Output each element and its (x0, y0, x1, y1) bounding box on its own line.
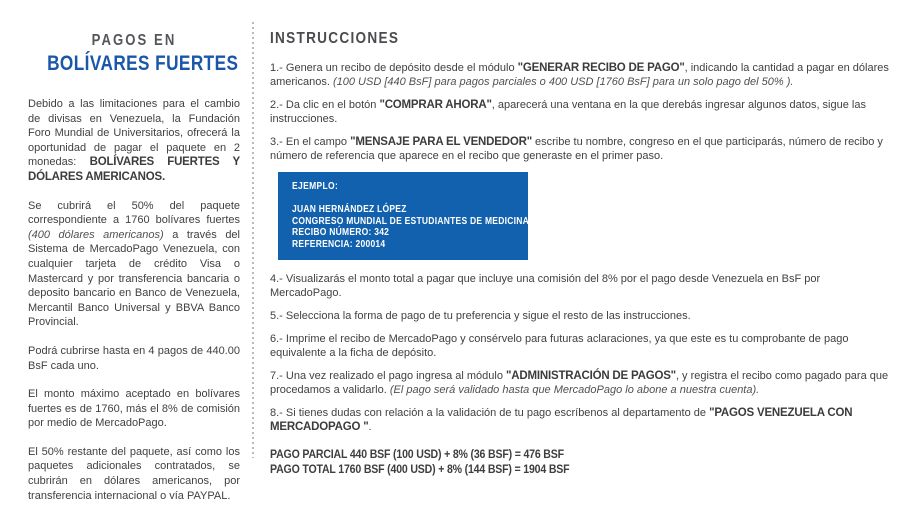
example-line: JUAN HERNÁNDEZ LÓPEZ (292, 204, 407, 215)
text-segment: "ADMINISTRACIÓN DE PAGOS" (506, 370, 676, 382)
text-segment: 2.- Da clic en el botón (270, 99, 380, 111)
text-segment: "COMPRAR AHORA" (379, 99, 492, 111)
instruction-step (270, 309, 894, 323)
title-line1: PAGOS EN (91, 32, 177, 49)
text-segment: 8.- Si tienes dudas con relación a la validación de tu pago escríbenos al departamento de (270, 407, 710, 419)
example-label: EJEMPLO: (292, 181, 339, 192)
instruction-steps-4-8 (270, 272, 894, 434)
text-segment: a través del Sistema de MercadoPago Venezuela, con cualquier tarjeta de crédito Visa o Mastercard y por transferencia bancaria o deposito bancario en Banco de Venezuela, Mercantil Banco Universal y BBVA Banco Provincial. (28, 228, 240, 329)
text-segment: , y registra el recibo como pagado para que procedamos a validarlo. (270, 370, 889, 396)
payment-total-line: PAGO PARCIAL 440 BSF (100 USD) + 8% (36 BSF) = 476 BSF (270, 447, 564, 461)
intro-paragraph (28, 445, 240, 503)
instructions-panel (270, 30, 894, 477)
text-segment: "MENSAJE PARA EL VENDEDOR" (350, 136, 532, 148)
instruction-step (270, 272, 894, 300)
example-line: RECIBO NÚMERO: 342 (292, 227, 390, 238)
text-segment: (El pago será validado hasta que MercadoPago lo abone a nuestra cuenta). (389, 384, 760, 396)
example-box (278, 172, 552, 260)
instructions-heading: INSTRUCCIONES (270, 30, 400, 47)
instruction-step (270, 98, 894, 126)
text-segment: 5.- Selecciona la forma de pago de tu preferencia y sigue el resto de las instrucciones. (270, 310, 691, 322)
instruction-steps-1-3 (270, 61, 894, 163)
example-line: CONGRESO MUNDIAL DE ESTUDIANTES DE MEDICINA 2013 (292, 215, 552, 227)
instruction-step (270, 406, 894, 434)
text-segment: Podrá cubrirse hasta en 4 pagos de 440.00 BsF cada uno. (28, 344, 240, 372)
text-segment: (400 dólares americanos) (28, 228, 164, 241)
intro-paragraph (28, 344, 240, 373)
text-segment: "PAGOS VENEZUELA CON MERCADOPAGO " (270, 407, 853, 433)
text-segment: El 50% restante del paquete, así como los paquetes adicionales contratados, se cubrirán en dólares americanos, por transferencia internacional o vía PAYPAL. (28, 445, 240, 502)
text-segment: 4.- Visualizarás el monto total a pagar que incluye una comisión del 8% por el pago desde Venezuela en BsF por MercadoPago. (270, 273, 821, 299)
page-title (47, 32, 239, 76)
instruction-step (270, 61, 894, 89)
payment-total-line: PAGO TOTAL 1760 BSF (400 USD) + 8% (144 BSF) = 1904 BSF (270, 462, 570, 476)
text-segment: , aparecerá una ventana en la que derebás ingresar algunos datos, sigue las instrucciones. (270, 99, 866, 125)
example-box-content (292, 181, 552, 250)
example-lines (292, 204, 552, 250)
intro-paragraph (28, 387, 240, 431)
intro-paragraph (28, 199, 240, 330)
example-line: REFERENCIA: 200014 (292, 238, 386, 250)
intro-paragraph (28, 97, 240, 185)
instruction-step (270, 332, 894, 360)
text-segment: BOLÍVARES FUERTES Y DÓLARES AMERICANOS. (28, 156, 240, 183)
instruction-step (270, 369, 894, 397)
text-segment: 1.- Genera un recibo de depósito desde el módulo (270, 62, 518, 74)
text-segment: "GENERAR RECIBO DE PAGO" (517, 62, 685, 74)
text-segment: 7.- Una vez realizado el pago ingresa al módulo (270, 370, 507, 382)
title-line2: BOLÍVARES FUERTES (47, 52, 239, 75)
text-segment: 6.- Imprime el recibo de MercadoPago y consérvelo para futuras aclaraciones, ya que este es tu comprobante de pago equivalente a la ficha de depósito. (270, 333, 849, 359)
text-segment: Debido a las limitaciones para el cambio de divisas en Venezuela, la Fundación Foro Mundial de Universitarios, ofrecerá la oportunidad de pagar el paquete en 2 monedas: (28, 98, 240, 169)
text-segment: escribe tu nombre, congreso en el que participarás, número de recibo y número de referencia que aparece en el recibo que generaste en el primer paso. (270, 136, 883, 162)
left-paragraphs (28, 97, 240, 503)
text-segment: . (368, 421, 372, 433)
text-segment: (100 USD [440 BsF] para pagos parciales o 400 USD [1760 BsF] para un solo pago del 50% ). (332, 76, 794, 88)
left-panel (28, 32, 240, 517)
text-segment: El monto máximo aceptado en bolívares fuertes es de 1760, más el 8% de comisión por medio de MercadoPago. (28, 388, 240, 430)
text-segment: 3.- En el campo (270, 136, 351, 148)
column-divider (252, 22, 254, 458)
text-segment: Se cubrirá el 50% del paquete correspondiente a 1760 bolívares fuertes (28, 199, 240, 227)
text-segment: , indicando la cantidad a pagar en dólares americanos. (270, 62, 889, 88)
instruction-step (270, 135, 894, 163)
